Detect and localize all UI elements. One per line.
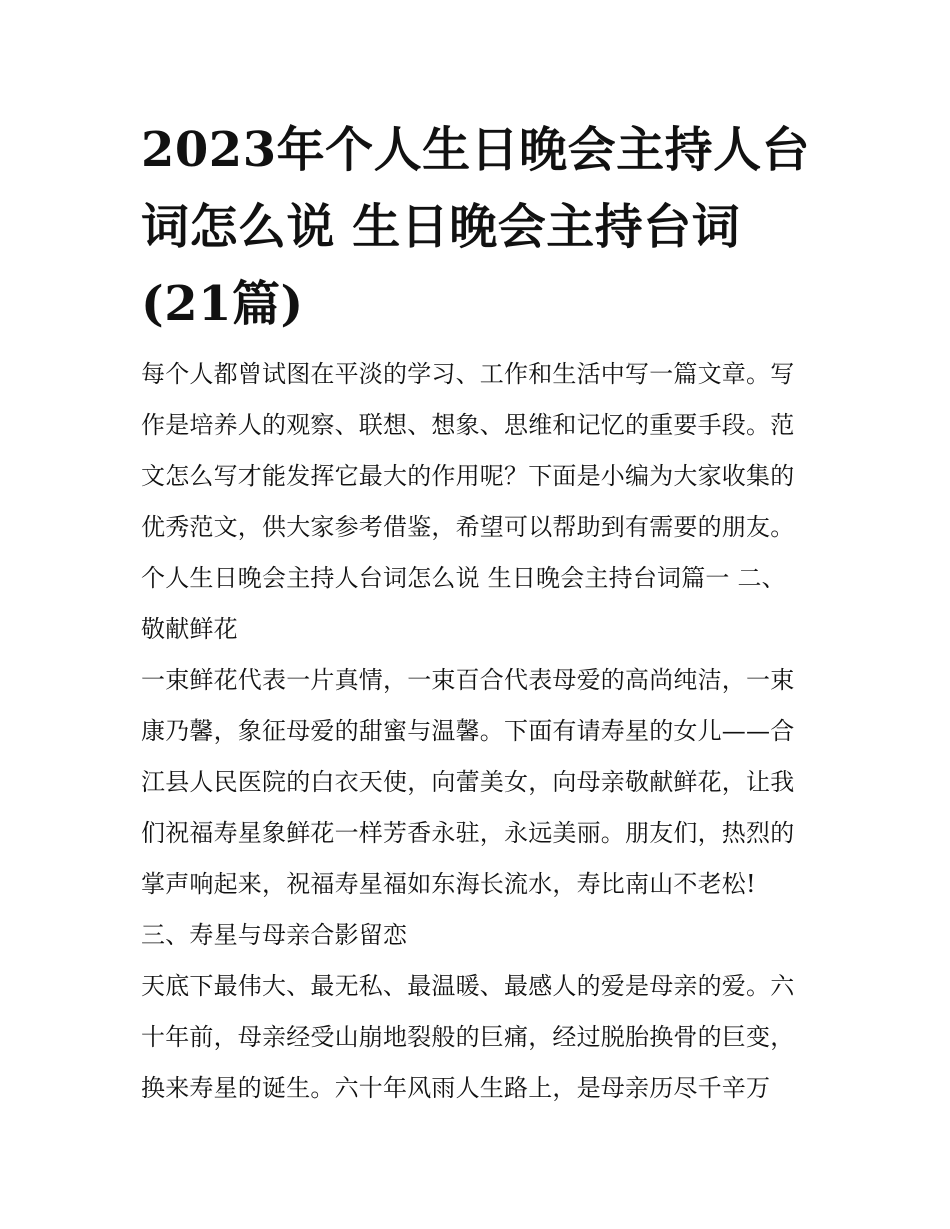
body-line: 掌声响起来，祝福寿星福如东海长流水，寿比南山不老松! [141,870,756,898]
section-heading-line: 三、寿星与母亲合影留恋 [141,921,408,949]
body-line: 们祝福寿星象鲜花一样芳香永驻，永远美丽。朋友们，热烈的 [141,819,795,847]
body-line: 十年前，母亲经受山崩地裂般的巨痛，经过脱胎换骨的巨变， [141,1023,795,1051]
body-line: 优秀范文，供大家参考借鉴，希望可以帮助到有需要的朋友。 [141,513,795,541]
body-line: 每个人都曾试图在平淡的学习、工作和生活中写一篇文章。写 [141,360,795,388]
section-heading-line: 敬献鲜花 [141,615,238,643]
body-line: 换来寿星的诞生。六十年风雨人生路上，是母亲历尽千辛万 [141,1074,771,1102]
document-body [141,349,813,1114]
body-line: 江县人民医院的白衣天使，向蕾美女，向母亲敬献鲜花，让我 [141,768,795,796]
section-heading-line: 个人生日晚会主持人台词怎么说 生日晚会主持台词篇一 二、 [141,564,786,592]
document-page [141,112,813,1114]
body-line: 天底下最伟大、最无私、最温暖、最感人的爱是母亲的爱。六 [141,972,795,1000]
body-line: 一束鲜花代表一片真情，一束百合代表母爱的高尚纯洁，一束 [141,666,795,694]
body-line: 文怎么写才能发挥它最大的作用呢？下面是小编为大家收集的 [141,462,795,490]
body-line: 康乃馨，象征母爱的甜蜜与温馨。下面有请寿星的女儿——合 [141,717,795,745]
body-line: 作是培养人的观察、联想、想象、思维和记忆的重要手段。范 [141,411,795,439]
document-title: 2023年个人生日晚会主持人台 词怎么说 生日晚会主持台词 (21篇) [141,122,811,332]
